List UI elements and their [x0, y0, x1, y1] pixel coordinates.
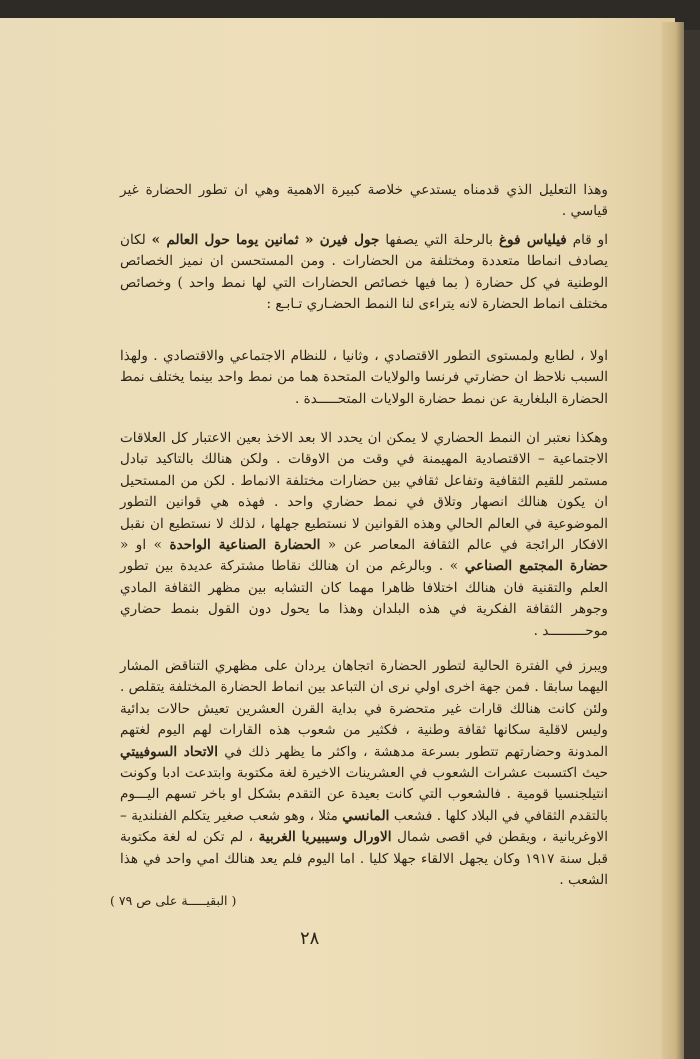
page-shadow-edge: [684, 30, 700, 1059]
bold-term: المانسي: [342, 807, 390, 824]
bold-term: جول فيرن « ثمانين يوما حول العالم »: [151, 232, 380, 248]
text-segment: بالرحلة التي يصفها: [379, 232, 499, 248]
text-segment: اولا ، لطابع ولمستوى التطور الاقتصادي ، وثانيا ، للنظام الاجتماعي والاقتصادي . ولهذا السبب نلاحظ ان حضارتي فرنسا والولايات المتحدة هما من نمط واحد بينما يختلف نمط الحضارة البلغارية عن نمط حضارة الولايات المتحـــــدة .: [120, 348, 608, 407]
bold-term: فيلياس فوغ: [498, 232, 567, 248]
paragraph-5: [120, 656, 608, 891]
paragraph-1: [120, 180, 608, 223]
bold-term: الاورال وسيبيريا الغربية: [258, 829, 392, 846]
text-segment: لكان يصادف انماطا متعددة ومختلفة من الحضارات . ومن المستحسن ان نميز الخصائص الوطنية في كل حضارة ( بما فيها خصائص الحضارات التي لها نمط واحد ) وخصائص مختلف انماط الحضارة لانه يتراءى لنا النمط الحضـاري تـابـع :: [120, 232, 608, 313]
text-segment: وهذا التعليل الذي قدمناه يستدعي خلاصة كبيرة الاهمية وهي ان تطور الحضارة غير قياسي .: [120, 182, 608, 220]
text-segment: مثلا ، وهو شعب صغير يتكلم الفنلندية – الاوغريانية ، ويقطن في اقصى شمال: [120, 807, 608, 846]
paper-fold-edge: [662, 22, 684, 1059]
text-segment: او قام: [566, 232, 608, 248]
text-segment: حيث اكتسبت عشرات الشعوب في العشرينات الاخيرة لغة مكتوبة وابتدعت ادبا وكونت انتيلجنسيا قومية . فالشعوب التي كانت بعيدة عن التقدم بشكل او باخر تسهم اليـــوم بالتقدم الثقافي في البلاد كلها . فشعب: [120, 765, 608, 824]
bold-term: الاتحاد السوفييتي: [120, 743, 219, 760]
text-segment: ويبرز في الفترة الحالية لتطور الحضارة اتجاهان يردان على مظهري التناقض المشار اليهما سابقا . فمن جهة اخرى اولي نرى ان التباعد بين انماط الحضارة المختلفة يتقلص . ولئن كانت هنالك قارات غير متحضرة في بداية القرن العشرين تعيش حالات بدائية وليس لاقلية سكانها ثقافة وطنية ، فكثير من شعوب هذه القارات لهم اليوم لغتهم المدونة وحضارتهم تتطور بسرعة مدهشة ، واكثر ما يظهر ذلك في: [120, 658, 608, 760]
continuation-note: ( البقيـــــة على ص ٧٩ ): [110, 893, 237, 908]
text-segment: ، لم تكن له لغة مكتوبة قبل سنة ١٩١٧ وكان يجهل الالقاء جهلا كليا . اما اليوم فلم يعد هنالك امي واحد في هذا الشعب .: [120, 829, 608, 889]
text-segment: » . وبالرغم من ان هنالك نقاطا مشتركة عديدة بين تطور العلم والتقنية فان هنالك اختلافا ظاهرا مهما كان التشابه بين مظهر الثقافة المادي وجوهر الثقافة الفكرية في هذه البلدان وهذا ما يحول دون القول بنمط حضاري موحـــــــــد .: [120, 558, 608, 639]
paragraph-4: [120, 428, 608, 642]
page-number: ٢٨: [300, 928, 320, 949]
paragraph-2: [120, 230, 608, 316]
text-segment: » او «: [120, 537, 170, 554]
paragraph-3: [120, 346, 608, 410]
text-segment: وهكذا نعتبر ان النمط الحضاري لا يمكن ان يحدد الا بعد الاخذ بعين الاعتبار كل العلاقات الاجتماعية – الاقتصادية المهيمنة في وقت من الاوقات . ولكن هنالك بالتاكيد تبادل مستمر للقيم الثقافية وتفاعل ثقافي بين حضارات مختلفة الانماط . لكن من المستحيل ان يكون هنالك انصهار وتلاق في نمط حضاري واحد . فهذه هي قوانين التطور الموضوعية في العالم الحالي وهذه القوانين لا نستطيع جهلها ، لذلك لا نستطيع ان نقبل الافكار الرائجة في عالم الثقافة المعاصر عن «: [120, 430, 608, 554]
bold-term: حضارة المجتمع الصناعي: [464, 558, 608, 575]
bold-term: الحضارة الصناعية الواحدة: [169, 537, 321, 554]
